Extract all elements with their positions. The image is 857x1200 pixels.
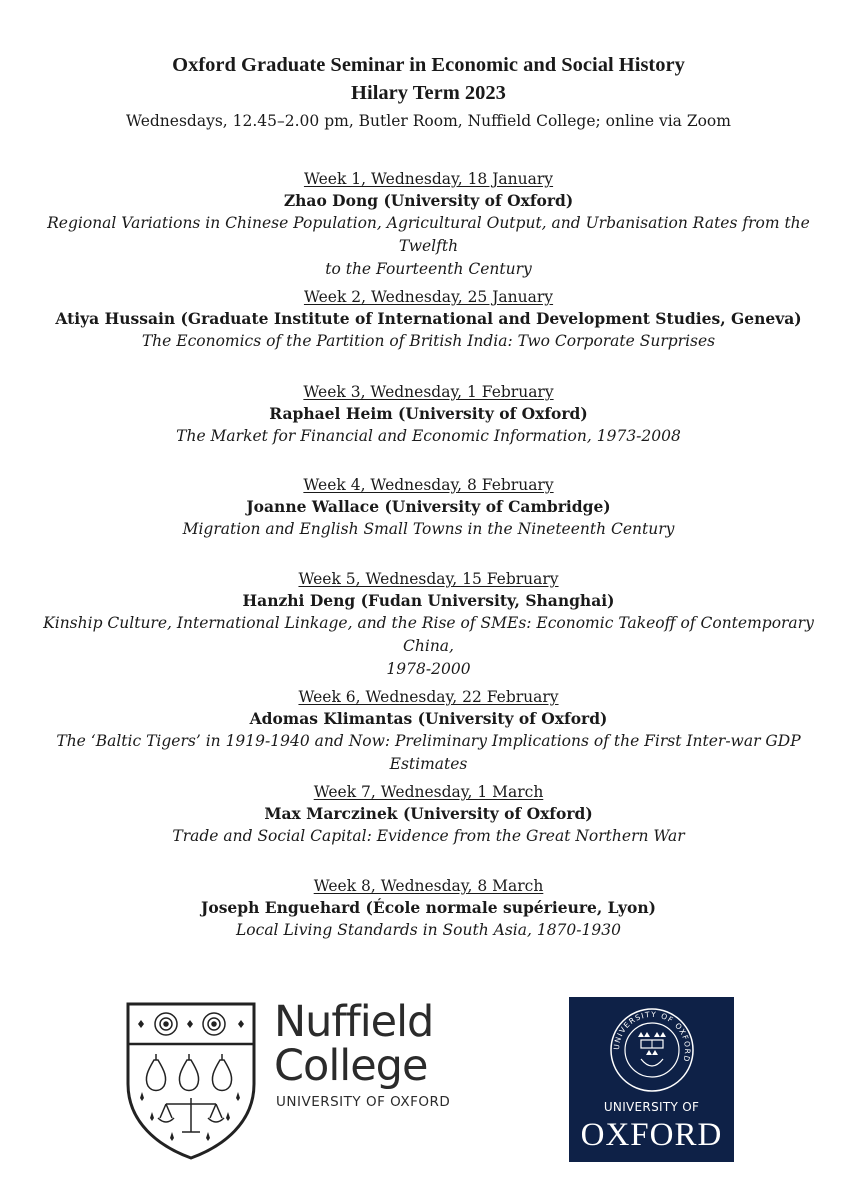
venue-line: Wednesdays, 12.45–2.00 pm, Butler Room, Nuffield College; online via Zoom xyxy=(126,112,731,130)
speaker-name: Joanne Wallace (University of Cambridge) xyxy=(246,497,611,516)
talk-title: Migration and English Small Towns in the Nineteenth Century xyxy=(182,520,675,538)
oxford-seal-icon xyxy=(609,1007,695,1093)
talk-title: The ‘Baltic Tigers’ in 1919-1940 and Now: Preliminary Implications of the First Inter-war GDP Estimates xyxy=(56,732,801,773)
oxford-wordmark: OXFORD xyxy=(580,1117,723,1153)
week-date: Week 3, Wednesday, 1 February xyxy=(303,383,554,401)
speaker-name: Max Marczinek (University of Oxford) xyxy=(264,804,593,823)
nuffield-subtitle: UNIVERSITY OF OXFORD xyxy=(276,1094,451,1110)
seminar-header xyxy=(0,52,857,134)
term-title: Hilary Term 2023 xyxy=(351,82,506,104)
svg-text:UNIVERSITY OF OXFORD xyxy=(612,1010,692,1064)
speaker-name: Adomas Klimantas (University of Oxford) xyxy=(249,709,608,728)
talk-title xyxy=(20,212,837,281)
oxford-seal-text: UNIVERSITY OF OXFORD xyxy=(611,1009,693,1064)
week-1-entry xyxy=(20,168,837,281)
week-8-entry xyxy=(20,875,837,942)
nuffield-wordmark-line: College xyxy=(274,1041,428,1091)
nuffield-wordmark xyxy=(274,997,434,1091)
page-title: Oxford Graduate Seminar in Economic and Social History xyxy=(172,54,685,76)
week-2-entry xyxy=(20,286,837,353)
week-3-entry xyxy=(20,381,837,448)
week-date: Week 5, Wednesday, 15 February xyxy=(298,570,559,588)
speaker-name: Raphael Heim (University of Oxford) xyxy=(269,404,588,423)
week-date: Week 6, Wednesday, 22 February xyxy=(298,688,559,706)
week-4-entry xyxy=(20,474,837,541)
speaker-name: Joseph Enguehard (École normale supérieure, Lyon) xyxy=(201,898,656,917)
talk-title: Local Living Standards in South Asia, 1870-1930 xyxy=(236,921,621,939)
week-date: Week 2, Wednesday, 25 January xyxy=(303,288,554,306)
speaker-name: Hanzhi Deng (Fudan University, Shanghai) xyxy=(242,591,615,610)
talk-title: Trade and Social Capital: Evidence from the Great Northern War xyxy=(172,827,685,845)
oxford-logo xyxy=(569,997,734,1162)
talk-title-line: Kinship Culture, International Linkage, and the Rise of SMEs: Economic Takeoff of Contemporary China, xyxy=(43,614,814,655)
week-6-entry xyxy=(20,686,837,776)
week-date: Week 1, Wednesday, 18 January xyxy=(303,170,554,188)
talk-title: The Market for Financial and Economic Information, 1973-2008 xyxy=(176,427,681,445)
week-date: Week 8, Wednesday, 8 March xyxy=(313,877,544,895)
speaker-name: Zhao Dong (University of Oxford) xyxy=(283,191,574,210)
oxford-subtitle: UNIVERSITY OF xyxy=(603,1100,700,1114)
week-date: Week 7, Wednesday, 1 March xyxy=(313,783,544,801)
talk-title-line: 1978-2000 xyxy=(386,660,471,678)
nuffield-shield-icon xyxy=(124,1000,258,1162)
logos-footer xyxy=(0,990,857,1180)
talk-title-line: to the Fourteenth Century xyxy=(325,260,532,278)
talk-title xyxy=(20,612,837,681)
speaker-name: Atiya Hussain (Graduate Institute of International and Development Studies, Geneva) xyxy=(55,309,802,328)
week-7-entry xyxy=(20,781,837,848)
nuffield-wordmark-line: Nuffield xyxy=(274,997,434,1047)
talk-title: The Economics of the Partition of British India: Two Corporate Surprises xyxy=(141,332,716,350)
week-date: Week 4, Wednesday, 8 February xyxy=(303,476,554,494)
week-5-entry xyxy=(20,568,837,681)
talk-title-line: Regional Variations in Chinese Population, Agricultural Output, and Urbanisation Rates from the Twelfth xyxy=(47,214,810,255)
